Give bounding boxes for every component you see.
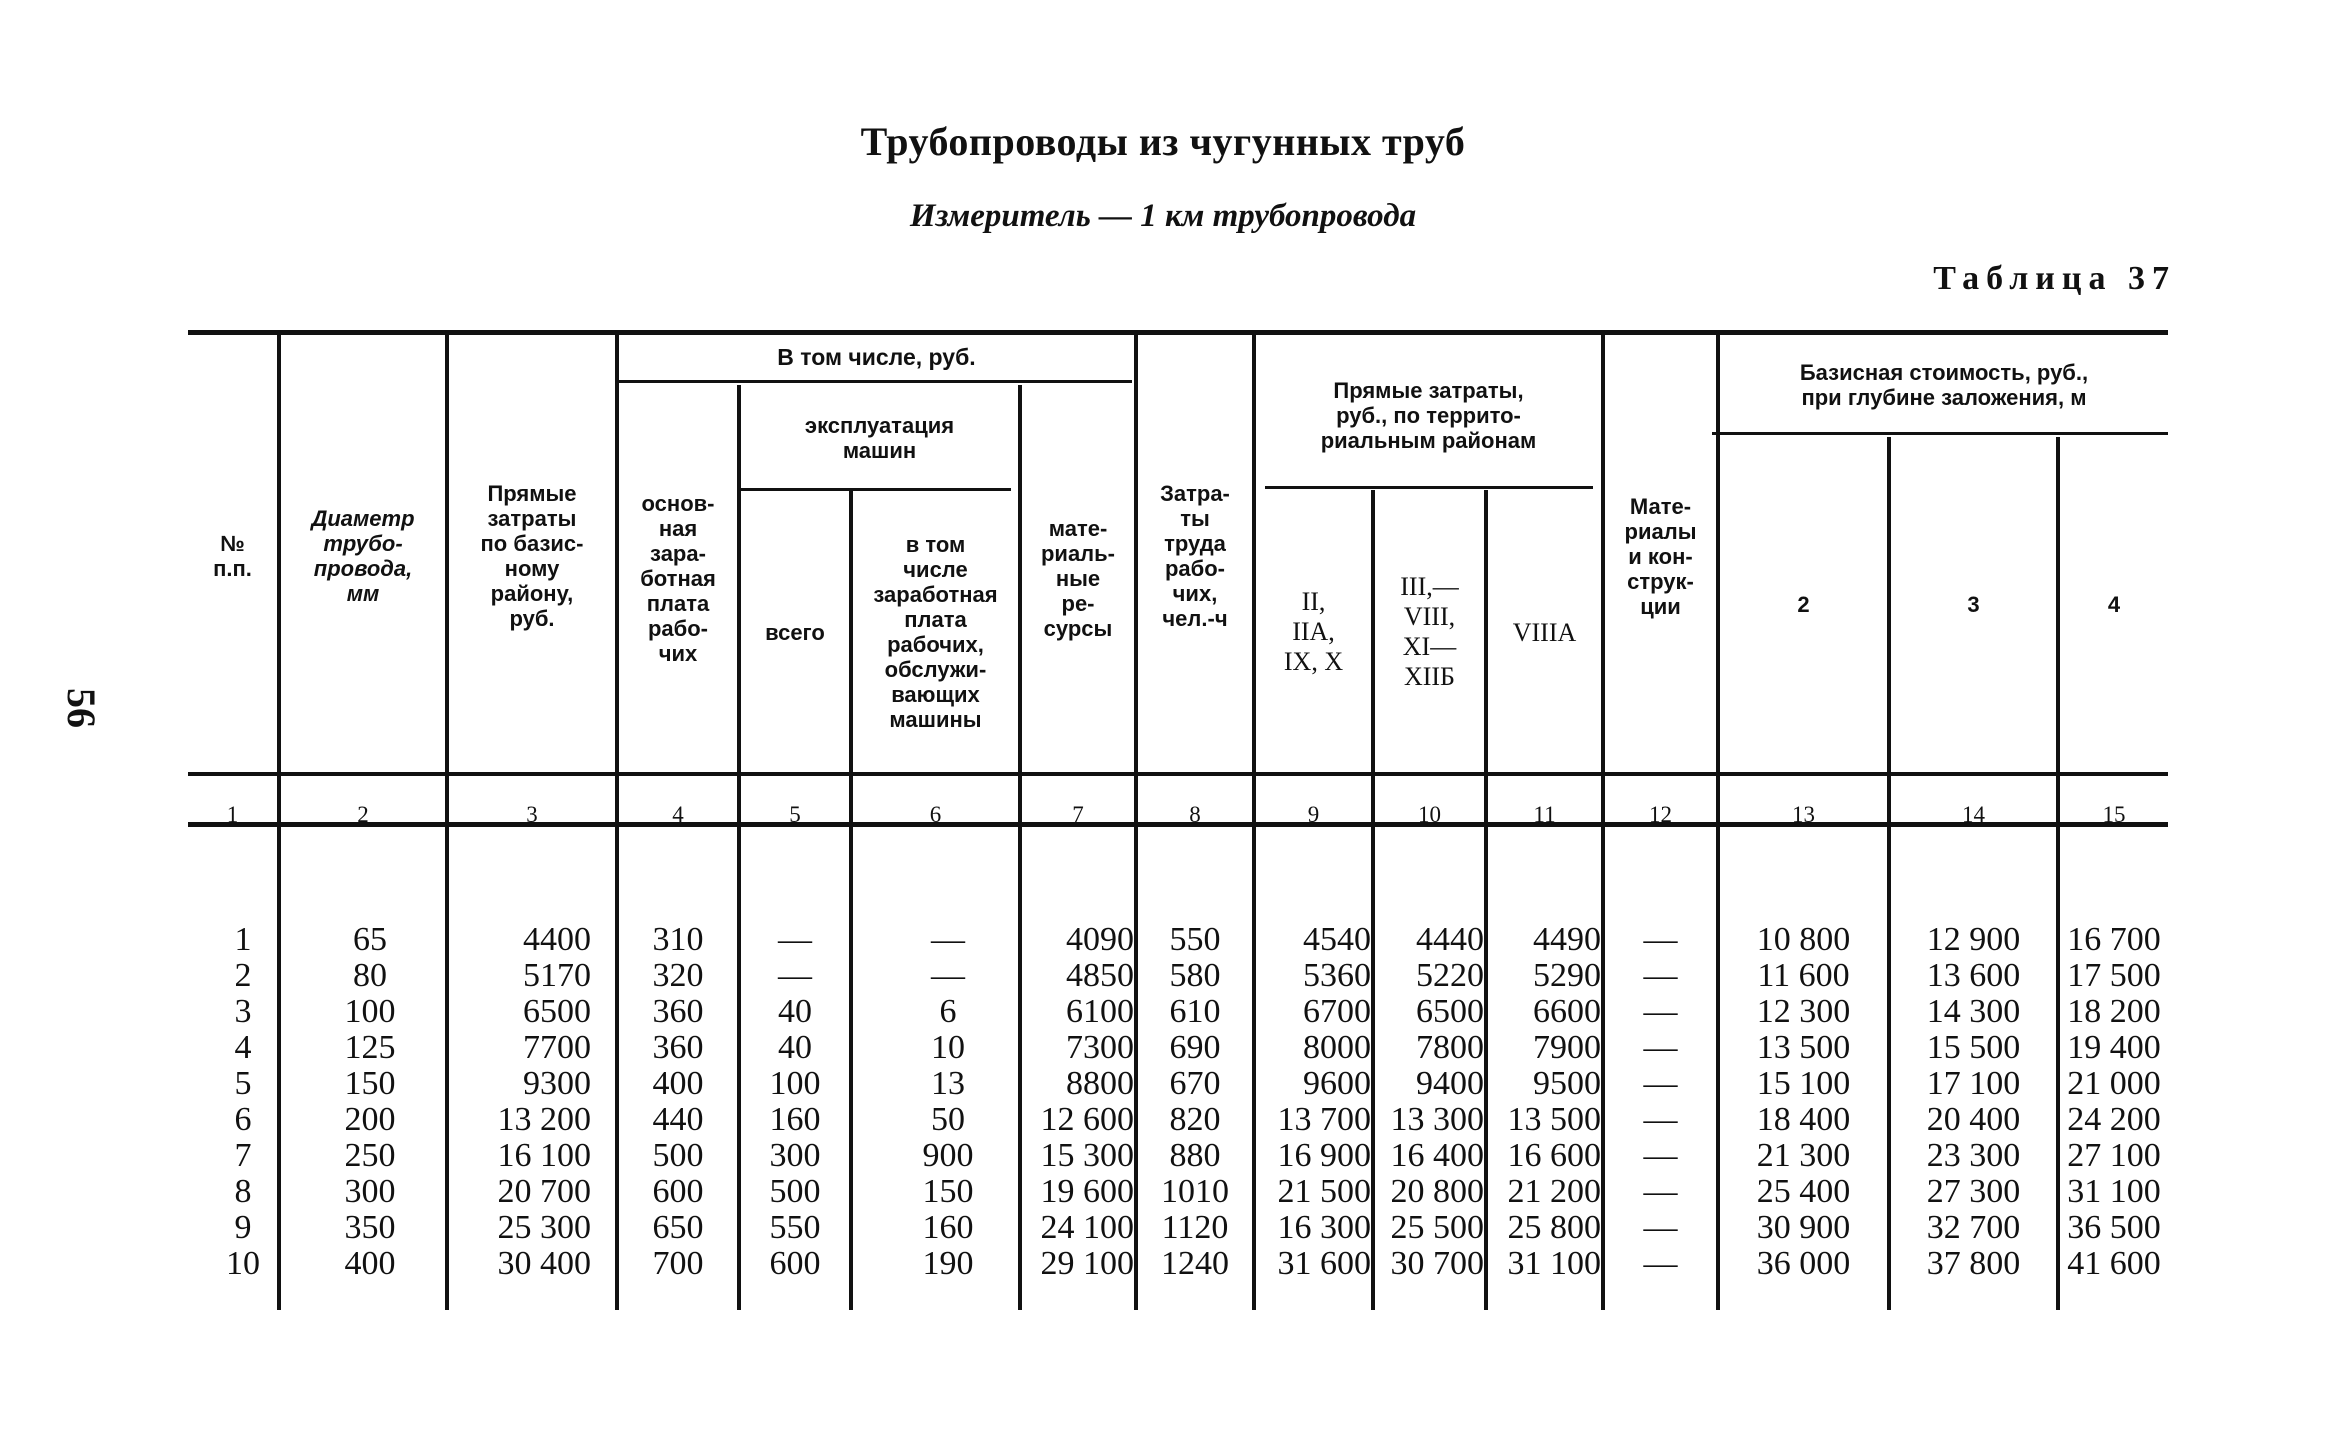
table-cell: 5360 (1303, 957, 1371, 994)
table-cell: 700 (652, 1245, 704, 1282)
table-cell: 4490 (1533, 921, 1601, 958)
table-cell: 320 (652, 957, 704, 994)
header-region-3: VIIIA (1512, 617, 1577, 647)
table-cell: 16 900 (1277, 1137, 1371, 1174)
table-cell: 4440 (1416, 921, 1484, 958)
column-depth-4 (2060, 850, 2168, 1354)
table-cell: 13 600 (1926, 957, 2021, 994)
table-cell: 65 (353, 921, 387, 958)
table-cell: 1 (234, 921, 252, 958)
table-cell: 18 400 (1756, 1101, 1851, 1138)
table-cell: 580 (1169, 957, 1221, 994)
table-cell: 16 700 (2067, 921, 2161, 958)
header-materials-structures: Мате- риалы и кон- струк- ции (1624, 493, 1697, 619)
table-cell: — (1643, 1173, 1678, 1210)
table-cell: 250 (344, 1137, 396, 1174)
table-cell: 100 (769, 1065, 821, 1102)
table-cell: 310 (652, 921, 704, 958)
table-cell: 10 800 (1756, 921, 1851, 958)
table-cell: 31 100 (1507, 1245, 1601, 1282)
table-cell: 32 700 (1926, 1209, 2021, 1246)
column-machine-total (741, 850, 849, 1354)
table-cell: 10 (931, 1029, 965, 1066)
column-direct-costs (449, 850, 591, 1354)
header-diameter: Диаметр трубо- провода, мм (311, 506, 415, 606)
table-cell: 360 (652, 1029, 704, 1066)
column-number: 5 (789, 802, 801, 827)
header-depth-4: 4 (2107, 592, 2121, 617)
table-cell: — (1643, 993, 1678, 1030)
table-cell: 7900 (1533, 1029, 1601, 1066)
table-cell: 23 300 (1926, 1137, 2021, 1174)
column-number: 14 (1962, 802, 1985, 827)
table-cell: 21 000 (2067, 1065, 2161, 1102)
table-cell: 17 500 (2067, 957, 2161, 994)
column-machine-wage (853, 850, 1043, 1354)
table-cell: 500 (652, 1137, 704, 1174)
header-bottom-rule (188, 772, 2168, 776)
table-cell: 13 500 (1756, 1029, 1851, 1066)
header-no: № п.п. (213, 531, 252, 581)
table-cell: 8800 (1066, 1065, 1134, 1102)
table-cell: 2 (234, 957, 252, 994)
header-direct-costs: Прямые затраты по базис- ному району, руб. (480, 481, 584, 631)
including-rule (617, 380, 1132, 383)
table-cell: 25 800 (1507, 1209, 1601, 1246)
table-cell: 350 (344, 1209, 396, 1246)
table-cell: — (1643, 921, 1678, 958)
table-cell: 160 (922, 1209, 974, 1246)
column-number: 9 (1307, 802, 1320, 827)
table-cell: 27 100 (2067, 1137, 2161, 1174)
table-cell: 400 (652, 1065, 704, 1102)
column-materials (1022, 850, 1134, 1354)
table-cell: 16 300 (1277, 1209, 1371, 1246)
table-cell: 200 (344, 1101, 396, 1138)
table-cell: 150 (344, 1065, 396, 1102)
table-cell: 6100 (1066, 993, 1134, 1030)
table-cell: 500 (769, 1173, 821, 1210)
table-cell: 820 (1169, 1101, 1221, 1138)
table-cell: 5 (234, 1065, 252, 1102)
table-cell: 1240 (1161, 1245, 1229, 1282)
page-title: Трубопроводы из чугунных труб (860, 119, 1466, 164)
table-cell: 690 (1169, 1029, 1221, 1066)
table-cell: 10 (226, 1245, 260, 1282)
table-cell: 4 (234, 1029, 252, 1066)
table-cell: 190 (922, 1245, 974, 1282)
table-cell: 40 (778, 993, 812, 1030)
table-cell: 7 (234, 1137, 252, 1174)
header-base-cost: Базисная стоимость, руб., при глубине заложения, м (1799, 360, 2089, 410)
table-cell: 6 (234, 1101, 252, 1138)
table-cell: 550 (769, 1209, 821, 1246)
table-cell: 16 600 (1507, 1137, 1601, 1174)
column-diameter (295, 850, 445, 1354)
table-cell: — (931, 921, 965, 958)
table-cell: 9500 (1533, 1065, 1601, 1102)
page-number: 56 (59, 688, 104, 728)
table-cell: — (1643, 1065, 1678, 1102)
table-cell: 9600 (1303, 1065, 1371, 1102)
column-number: 6 (929, 802, 942, 827)
header-including: В том числе, руб. (777, 343, 976, 370)
table-cell: 4400 (523, 921, 591, 958)
table-cell: — (778, 921, 812, 958)
table-cell: 9 (234, 1209, 252, 1246)
table-cell: 13 300 (1390, 1101, 1484, 1138)
column-region-3 (1488, 850, 1601, 1354)
table-cell: 11 600 (1757, 957, 1850, 994)
table-cell: 7300 (1066, 1029, 1134, 1066)
column-region-1 (1256, 850, 1371, 1354)
table-cell: 7800 (1416, 1029, 1484, 1066)
base-cost-rule (1712, 432, 2168, 435)
table-cell: 37 800 (1926, 1245, 2021, 1282)
table-cell: 670 (1169, 1065, 1221, 1102)
table-cell: 125 (344, 1029, 396, 1066)
header-depth-3: 3 (1967, 592, 1980, 617)
header-machine-operation: эксплуатация машин (804, 413, 955, 463)
header-region-1: II, IIA, IX, X (1283, 587, 1344, 676)
column-depth-2 (1720, 850, 1887, 1354)
column-number: 11 (1533, 802, 1556, 827)
column-row-number (188, 850, 298, 1354)
table-cell: 4090 (1066, 921, 1134, 958)
table-cell: 21 200 (1507, 1173, 1601, 1210)
column-number: 4 (672, 802, 684, 827)
header-region-2: III,— VIII, XI— XIIБ (1400, 572, 1459, 691)
column-region-2 (1375, 850, 1484, 1354)
table-cell: 80 (353, 957, 387, 994)
table-cell: 24 200 (2067, 1101, 2161, 1138)
table-cell: 150 (922, 1173, 974, 1210)
table-cell: 29 100 (1040, 1245, 1134, 1282)
table-cell: 19 400 (2067, 1029, 2161, 1066)
table-cell: 4850 (1066, 957, 1134, 994)
table-cell: 25 400 (1756, 1173, 1851, 1210)
table-cell: 14 300 (1926, 993, 2021, 1030)
header-base-wage: основ- ная зара- ботная плата рабо- чих (640, 491, 716, 666)
table-cell: 16 100 (497, 1137, 591, 1174)
table-cell: 18 200 (2067, 993, 2161, 1030)
column-materials-structures (1605, 850, 1716, 1354)
table-cell: — (1643, 1101, 1678, 1138)
table-cell: — (778, 957, 812, 994)
header-labor: Затра- ты труда рабо- чих, чел.-ч (1160, 481, 1230, 631)
table-cell: 24 100 (1040, 1209, 1134, 1246)
table-cell: 6500 (1416, 993, 1484, 1030)
header-territorial: Прямые затраты, руб., по террито- риальным районам (1320, 377, 1537, 453)
table-cell: 300 (344, 1173, 396, 1210)
table-cell: 9400 (1416, 1065, 1484, 1102)
table-cell: 5170 (523, 957, 591, 994)
table-cell: 400 (344, 1245, 396, 1282)
table-cell: 610 (1169, 993, 1221, 1030)
table-cell: 160 (769, 1101, 821, 1138)
table-cell: 40 (778, 1029, 812, 1066)
table-cell: 21 300 (1756, 1137, 1851, 1174)
table-cell: 7700 (523, 1029, 591, 1066)
table-cell: — (1643, 1245, 1678, 1282)
table-cell: 4540 (1303, 921, 1371, 958)
table-cell: 15 300 (1040, 1137, 1134, 1174)
table-cell: 300 (769, 1137, 821, 1174)
column-depth-3 (1891, 850, 2056, 1354)
header-materials: мате- риаль- ные ре- сурсы (1040, 516, 1116, 641)
table-cell: 880 (1169, 1137, 1221, 1174)
column-number: 13 (1792, 802, 1815, 827)
table-cell: 15 100 (1756, 1065, 1851, 1102)
column-number: 2 (357, 802, 369, 827)
table-cell: 1120 (1161, 1209, 1229, 1246)
table-cell: 16 400 (1390, 1137, 1484, 1174)
table-cell: 17 100 (1926, 1065, 2021, 1102)
territorial-rule (1265, 486, 1593, 489)
table-cell: 30 700 (1390, 1245, 1484, 1282)
table-cell: 3 (234, 993, 252, 1030)
table-cell: 440 (652, 1101, 704, 1138)
table-cell: 5220 (1416, 957, 1484, 994)
table-cell: 13 700 (1277, 1101, 1371, 1138)
table-cell: 31 600 (1277, 1245, 1371, 1282)
column-number: 7 (1072, 802, 1084, 827)
table-cell: 25 300 (497, 1209, 591, 1246)
table-cell: 13 200 (497, 1101, 591, 1138)
table-cell: 20 400 (1926, 1101, 2021, 1138)
table-cell: 36 000 (1756, 1245, 1851, 1282)
table-cell: 50 (931, 1101, 965, 1138)
column-number: 15 (2102, 802, 2126, 827)
table-cell: 12 300 (1756, 993, 1851, 1030)
table-cell: 15 500 (1926, 1029, 2021, 1066)
machine-rule (741, 488, 1011, 491)
table-cell: 30 900 (1756, 1209, 1851, 1246)
table-cell: 27 300 (1926, 1173, 2021, 1210)
table-cell: 9300 (523, 1065, 591, 1102)
table-cell: — (1643, 957, 1678, 994)
column-number: 3 (526, 802, 538, 827)
column-number: 12 (1649, 802, 1672, 827)
table-cell: 1010 (1161, 1173, 1229, 1210)
measurement-unit: Измеритель — 1 км трубопровода (909, 198, 1417, 234)
table-cell: 30 400 (497, 1245, 591, 1282)
header-depth-2: 2 (1797, 592, 1810, 617)
table-cell: 5290 (1533, 957, 1601, 994)
table-number: Таблица 37 (1933, 260, 2176, 297)
table-cell: 12 900 (1926, 921, 2021, 958)
table-cell: 360 (652, 993, 704, 1030)
table-cell: 21 500 (1277, 1173, 1371, 1210)
column-number: 1 (226, 802, 239, 827)
header-machine-total: всего (765, 619, 825, 645)
table-cell: 25 500 (1390, 1209, 1484, 1246)
table-cell: 20 800 (1390, 1173, 1484, 1210)
table-cell: 8 (234, 1173, 252, 1210)
table-cell: 19 600 (1040, 1173, 1134, 1210)
table-cell: 600 (769, 1245, 821, 1282)
table-cell: 6700 (1303, 993, 1371, 1030)
table-cell: 20 700 (497, 1173, 591, 1210)
table-cell: 8000 (1303, 1029, 1371, 1066)
table-cell: 12 600 (1040, 1101, 1134, 1138)
column-number: 8 (1189, 802, 1201, 827)
header-machine-wage: в том числе заработная плата рабочих, обслужи- вающих машины (873, 532, 998, 732)
table-cell: — (1643, 1029, 1678, 1066)
table-cell: 13 500 (1507, 1101, 1601, 1138)
table-cell: 6 (939, 993, 957, 1030)
column-labor (1138, 850, 1252, 1354)
table-cell: 6500 (523, 993, 591, 1030)
column-base-wage (619, 850, 737, 1354)
table-cell: 6600 (1533, 993, 1601, 1030)
table-cell: 36 500 (2067, 1209, 2161, 1246)
table-cell: — (931, 957, 965, 994)
table-cell: 41 600 (2067, 1245, 2161, 1282)
table-cell: 100 (344, 993, 396, 1030)
table-cell: 31 100 (2067, 1173, 2161, 1210)
table-cell: 550 (1169, 921, 1221, 958)
table-cell: 650 (652, 1209, 704, 1246)
table-top-rule (188, 330, 2168, 335)
column-number: 10 (1418, 802, 1441, 827)
table-cell: — (1643, 1137, 1678, 1174)
table-cell: 600 (652, 1173, 704, 1210)
table-cell: — (1643, 1209, 1678, 1246)
table-cell: 13 (931, 1065, 965, 1102)
table-cell: 900 (922, 1137, 974, 1174)
